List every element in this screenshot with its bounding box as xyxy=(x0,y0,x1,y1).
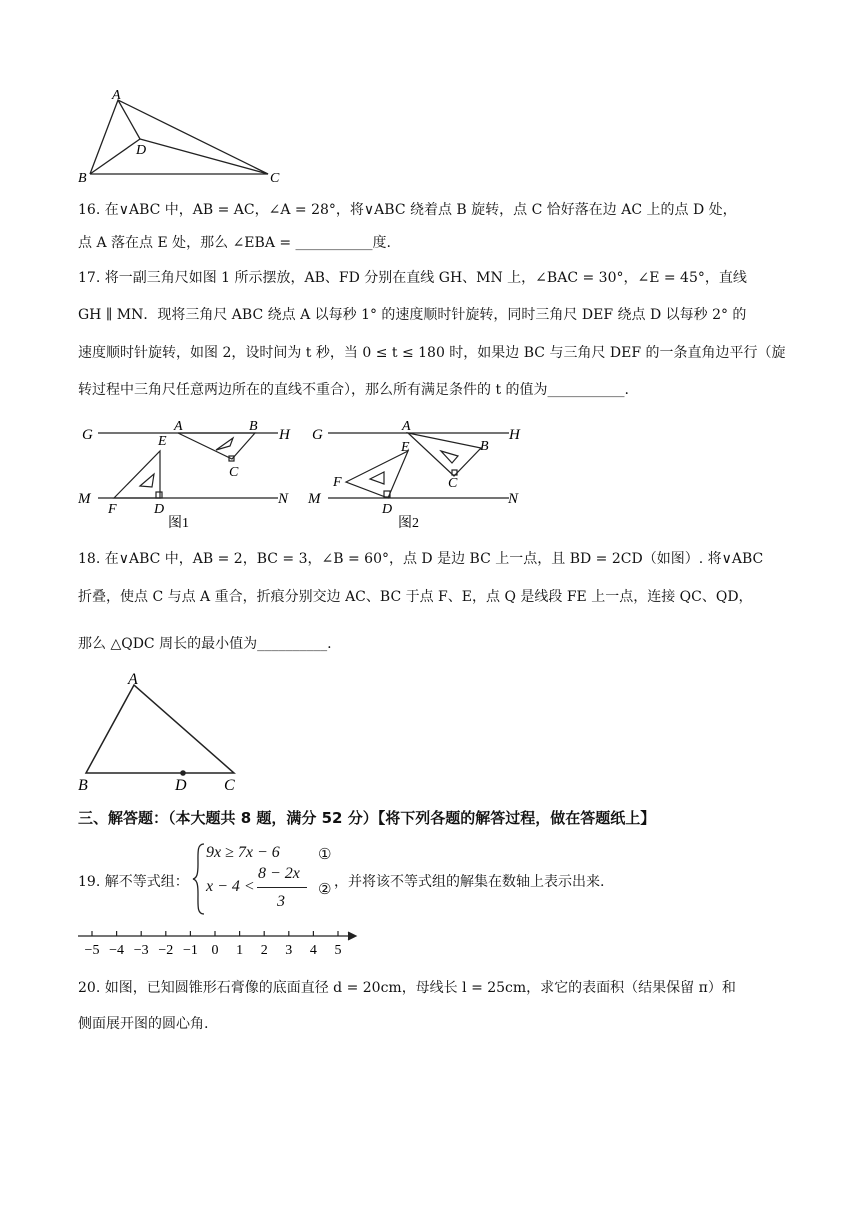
number-line-tick-label: 3 xyxy=(285,943,293,958)
number-line-tick-label: −4 xyxy=(109,943,125,958)
section-3-heading: 三、解答题：（本大题共 8 题，满分 52 分）【将下列各题的解答过程，做在答题纸上】 xyxy=(78,809,656,827)
figure-2 xyxy=(306,414,526,532)
fig2-label-C: C xyxy=(448,476,458,491)
q16-line1: 16. 在∨ABC 中，AB = AC，∠A = 28°，将∨ABC 绕着点 B 旋转，点 C 恰好落在边 AC 上的点 D 处， xyxy=(78,202,737,218)
fig2-label-N: N xyxy=(508,491,519,507)
fig2-label-D: D xyxy=(382,502,393,517)
q19-inequality-2-denominator: 3 xyxy=(277,893,285,910)
fig2-label-A: A xyxy=(402,419,411,434)
q17-line3: 速度顺时针旋转，如图 2，设时间为 t 秒，当 0 ≤ t ≤ 180 时，如果边 BC 与三角尺 DEF 的一条直角边平行（旋 xyxy=(78,345,786,361)
number-line-tick-label: −2 xyxy=(158,943,174,958)
fig2-label-M: M xyxy=(308,491,321,507)
q18-line2: 折叠，使点 C 与点 A 重合，折痕分别交边 AC、BC 于点 F、E，点 Q 是线段 FE 上一点，连接 QC、QD， xyxy=(78,589,753,605)
fig2-label-B: B xyxy=(480,439,489,454)
fig1-label-N: N xyxy=(278,491,289,507)
q19-inequality-1: 9x ≥ 7x − 6 xyxy=(206,844,280,861)
fig2-label-H: H xyxy=(509,427,520,443)
fig18-label-D: D xyxy=(175,777,187,792)
figure-1 xyxy=(78,414,298,532)
fig18-label-A: A xyxy=(128,671,138,688)
figure-top-triangle xyxy=(78,86,298,186)
label-A: A xyxy=(112,88,121,103)
fig1-label-E: E xyxy=(158,434,167,449)
q17-line1: 17. 将一副三角尺如图 1 所示摆放，AB、FD 分别在直线 GH、MN 上，∠BAC = 30°，∠E = 45°，直线 xyxy=(78,270,747,286)
fig1-label-B: B xyxy=(249,419,258,434)
fig18-label-B: B xyxy=(78,777,88,792)
fig1-caption: 图1 xyxy=(168,516,189,531)
number-line-tick-label: 4 xyxy=(309,943,317,958)
fig18-label-C: C xyxy=(224,777,235,792)
fig1-label-F: F xyxy=(108,502,117,517)
number-line-tick-label: 0 xyxy=(211,943,219,958)
q20-line1: 20. 如图，已知圆锥形石膏像的底面直径 d = 20cm，母线长 l = 25cm，求它的表面积（结果保留 π）和 xyxy=(78,980,736,996)
q19-suffix: ，并将该不等式组的解集在数轴上表示出来. xyxy=(334,874,605,890)
fig1-label-G: G xyxy=(82,427,93,443)
fig2-caption: 图2 xyxy=(398,516,419,531)
number-line-tick-label: 1 xyxy=(236,943,244,958)
fig1-label-M: M xyxy=(78,491,91,507)
number-line-tick-label: −1 xyxy=(182,943,198,958)
q19-mark-2: ② xyxy=(318,880,332,898)
fig1-label-D: D xyxy=(154,502,165,517)
fig1-label-A: A xyxy=(174,419,183,434)
q17-line4: 转过程中三角尺任意两边所在的直线不重合），那么所有满足条件的 t 的值为___________. xyxy=(78,382,629,398)
q19-inequality-2-left: x − 4 < xyxy=(206,878,255,895)
label-D: D xyxy=(136,143,147,158)
q16-line2: 点 A 落在点 E 处，那么 ∠EBA = ___________度. xyxy=(78,235,392,251)
q20-line2: 侧面展开图的圆心角. xyxy=(78,1016,209,1032)
q19-brace xyxy=(192,842,206,916)
q19-mark-1: ① xyxy=(318,845,332,863)
q19-prefix: 19. 解不等式组： xyxy=(78,874,189,890)
number-line-tick-label: 5 xyxy=(334,943,342,958)
number-line-tick-label: 2 xyxy=(260,943,268,958)
fig2-label-E: E xyxy=(401,440,410,455)
fig2-label-F: F xyxy=(333,475,342,490)
q18-line1: 18. 在∨ABC 中，AB = 2，BC = 3，∠B = 60°，点 D 是边 BC 上一点，且 BD = 2CD（如图）. 将∨ABC xyxy=(78,551,764,567)
number-line-tick-label: −3 xyxy=(133,943,149,958)
label-C: C xyxy=(270,171,280,186)
q19-fraction-bar xyxy=(257,887,307,888)
q18-line3: 那么 △QDC 周长的最小值为__________. xyxy=(78,636,332,652)
number-line xyxy=(78,928,363,964)
number-line-tick-label: −5 xyxy=(84,943,100,958)
fig1-label-C: C xyxy=(229,465,239,480)
fig1-label-H: H xyxy=(279,427,290,443)
label-B: B xyxy=(78,171,87,186)
q17-line2: GH ∥ MN．现将三角尺 ABC 绕点 A 以每秒 1° 的速度顺时针旋转，同时三角尺 DEF 绕点 D 以每秒 2° 的 xyxy=(78,307,747,323)
fig2-label-G: G xyxy=(312,427,323,443)
q19-inequality-2-numerator: 8 − 2x xyxy=(258,865,300,882)
figure-18-triangle xyxy=(74,668,254,792)
